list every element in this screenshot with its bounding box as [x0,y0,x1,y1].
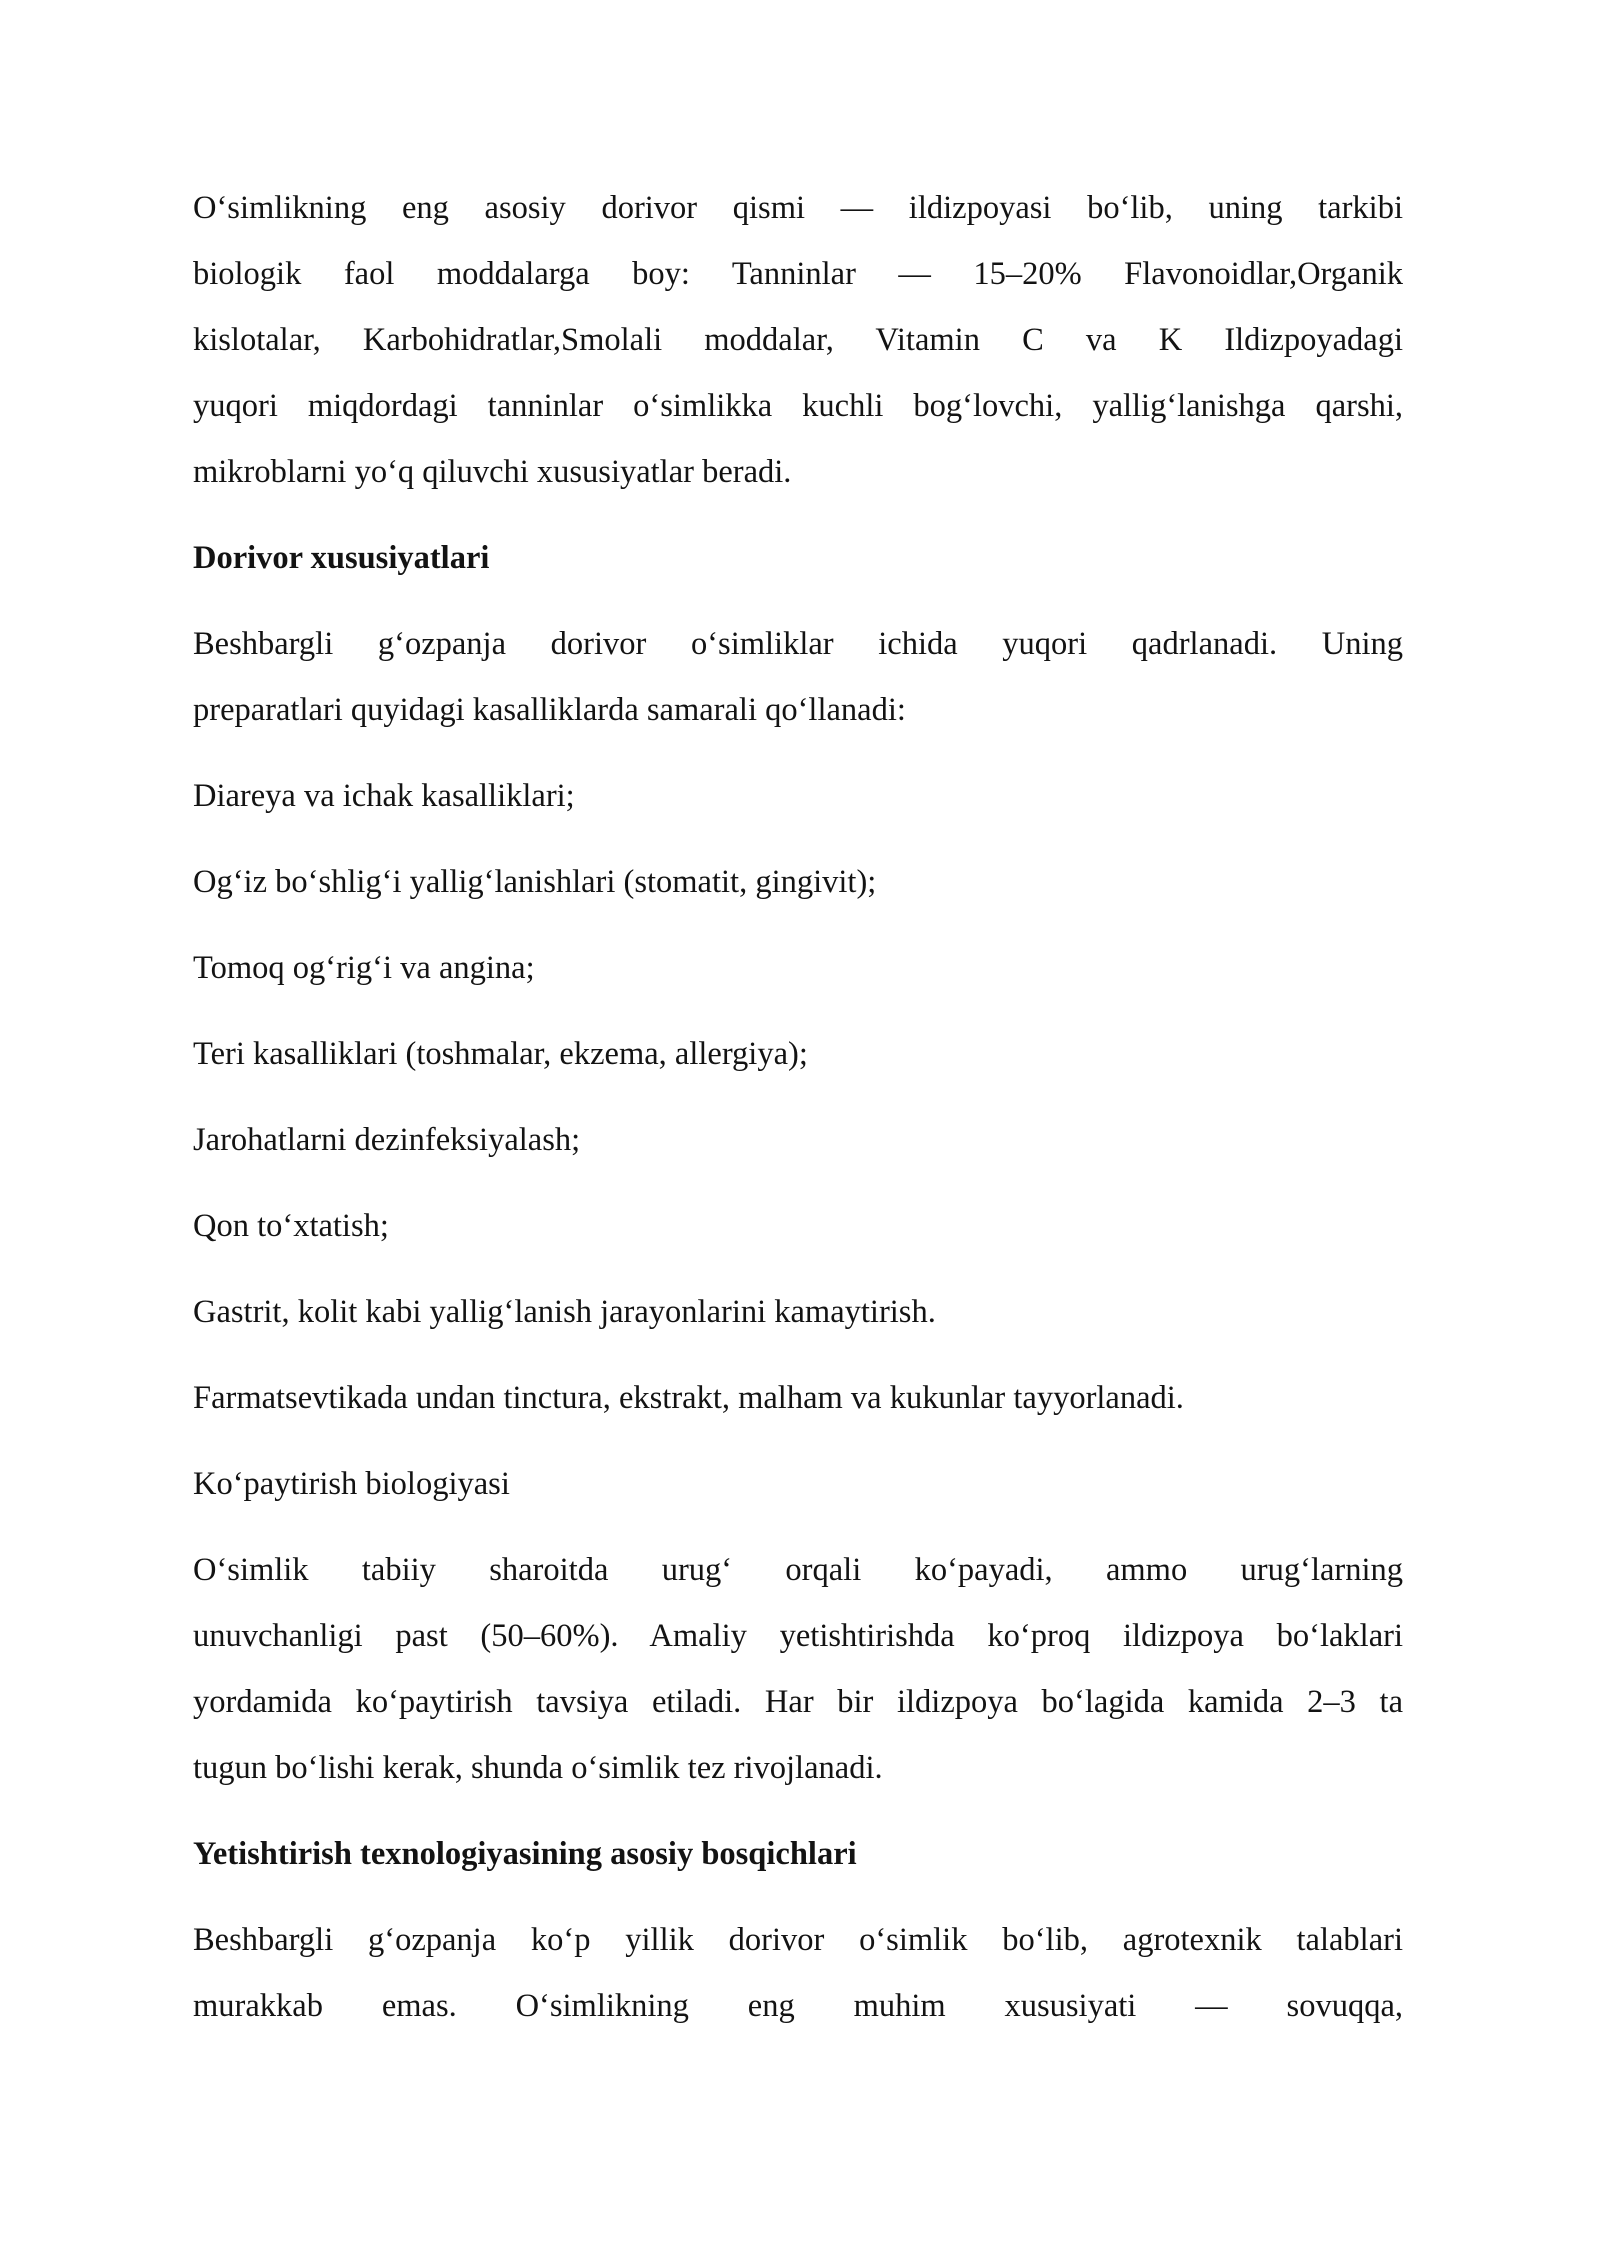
list-item [193,763,1403,829]
paragraph [193,1365,1403,1431]
list-item-text: Jarohatlarni dezinfeksiyalash; [193,1122,581,1158]
list-item [193,1107,1403,1173]
paragraph-line: kislotalar, Karbohidratlar,Smolali moddalar, Vitamin C va K Ildizpoyadagi [193,322,1403,358]
paragraph-line: yuqori miqdordagi tanninlar o‘simlikka kuchli bog‘lovchi, yallig‘lanishga qarshi, [193,388,1403,424]
list-item [193,935,1403,1001]
paragraph-line: O‘simlik tabiiy sharoitda urug‘ orqali ko‘payadi, ammo urug‘larning [193,1552,1403,1588]
paragraph [193,1537,1403,1801]
paragraph-line: yordamida ko‘paytirish tavsiya etiladi. Har bir ildizpoya bo‘lagida kamida 2–3 ta [193,1684,1403,1720]
paragraph-line: Farmatsevtikada undan tinctura, ekstrakt, malham va kukunlar tayyorlanadi. [193,1380,1184,1416]
heading-text: Yetishtirish texnologiyasining asosiy bosqichlari [193,1836,857,1872]
list-item [193,1279,1403,1345]
list-item [193,1021,1403,1087]
paragraph-line: murakkab emas. O‘simlikning eng muhim xususiyati — sovuqqa, [193,1988,1403,2024]
paragraph [193,611,1403,743]
paragraph [193,1907,1403,2039]
paragraph-line: O‘simlikning eng asosiy dorivor qismi — ildizpoyasi bo‘lib, uning tarkibi [193,190,1403,226]
list-item-text: Qon to‘xtatish; [193,1208,389,1244]
paragraph-line: biologik faol moddalarga boy: Tanninlar — 15–20% Flavonoidlar,Organik [193,256,1403,292]
subheading-text: Ko‘paytirish biologiyasi [193,1466,510,1502]
paragraph-line: mikroblarni yo‘q qiluvchi xususiyatlar beradi. [193,454,792,490]
list-item-text: Og‘iz bo‘shlig‘i yallig‘lanishlari (stomatit, gingivit); [193,864,877,900]
list-item-text: Teri kasalliklari (toshmalar, ekzema, allergiya); [193,1036,808,1072]
section-heading [193,525,1403,591]
paragraph-line: Beshbargli g‘ozpanja dorivor o‘simliklar ichida yuqori qadrlanadi. Uning [193,626,1403,662]
subheading [193,1451,1403,1517]
list-item-text: Diareya va ichak kasalliklari; [193,778,575,814]
list-item-text: Gastrit, kolit kabi yallig‘lanish jarayonlarini kamaytirish. [193,1294,936,1330]
paragraph-line: preparatlari quyidagi kasalliklarda samarali qo‘llanadi: [193,692,906,728]
list-item-text: Tomoq og‘rig‘i va angina; [193,950,535,986]
paragraph-line: tugun bo‘lishi kerak, shunda o‘simlik tez rivojlanadi. [193,1750,883,1786]
list-item [193,849,1403,915]
list-item [193,1193,1403,1259]
paragraph [193,175,1403,505]
section-heading [193,1821,1403,1887]
paragraph-line: Beshbargli g‘ozpanja ko‘p yillik dorivor o‘simlik bo‘lib, agrotexnik talablari [193,1922,1403,1958]
heading-text: Dorivor xususiyatlari [193,540,490,576]
paragraph-line: unuvchanligi past (50–60%). Amaliy yetishtirishda ko‘proq ildizpoya bo‘laklari [193,1618,1403,1654]
